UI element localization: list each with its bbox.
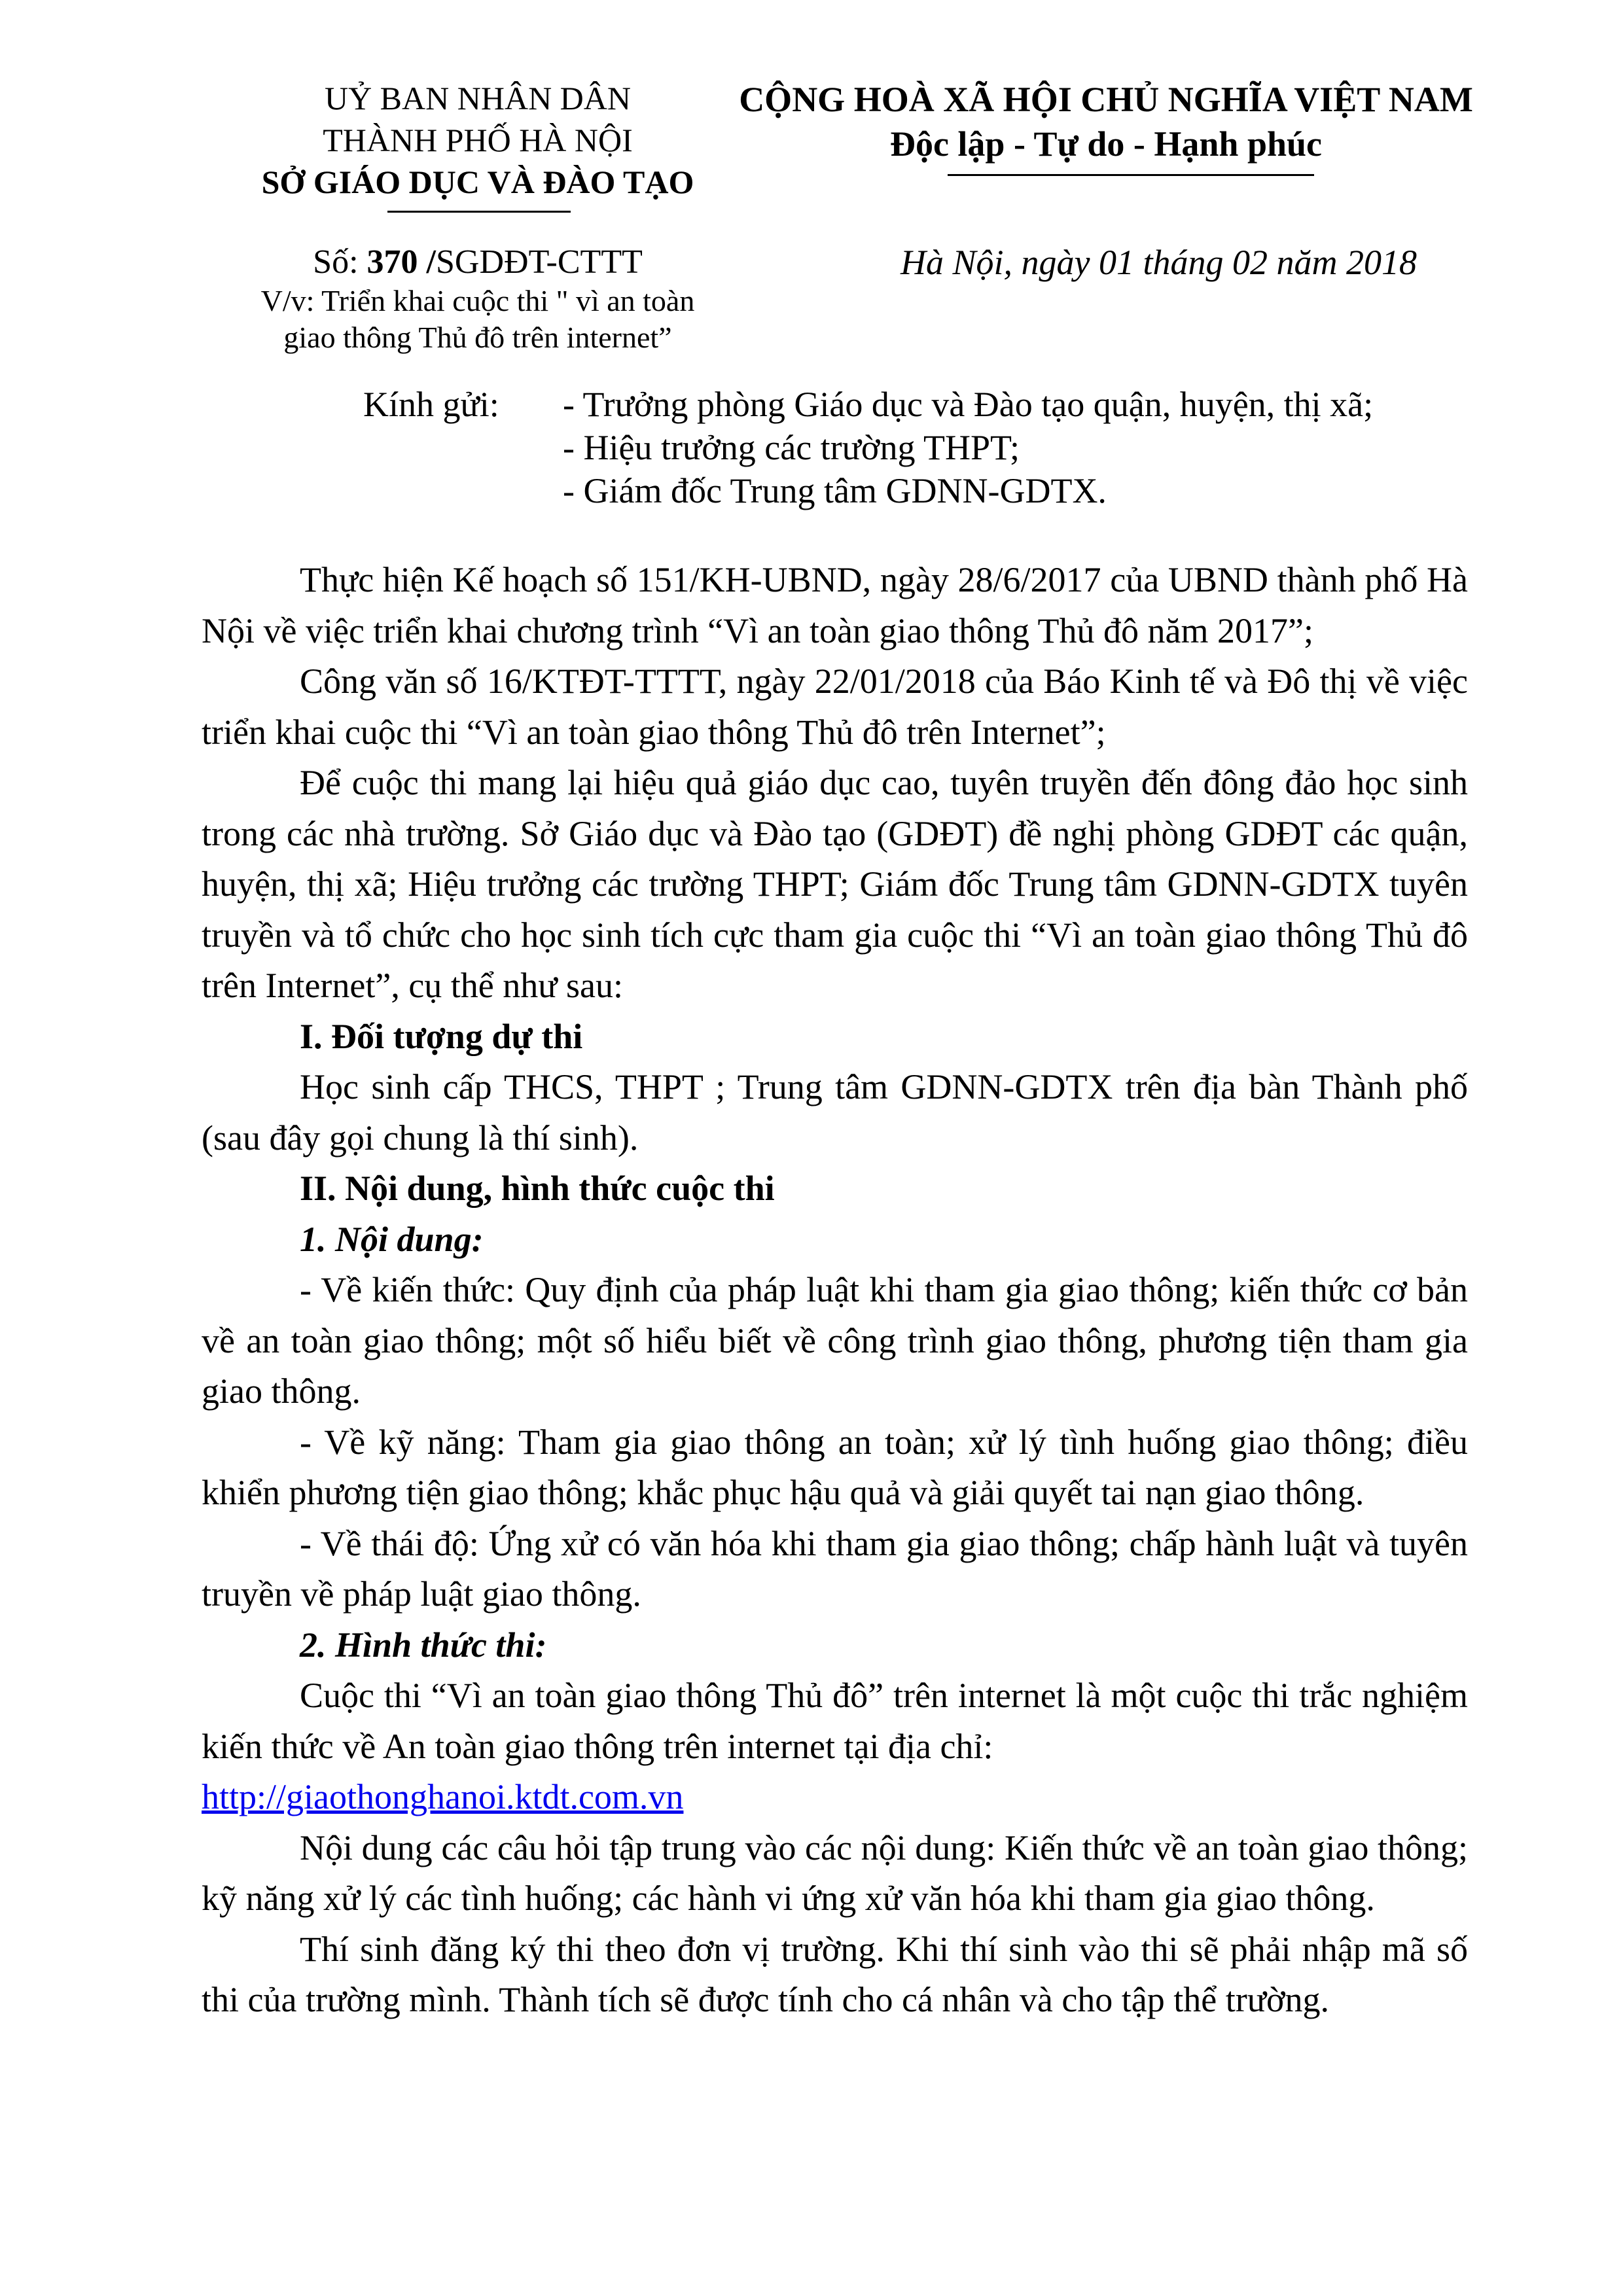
document-body bbox=[202, 555, 1468, 2026]
recipient-item: - Trưởng phòng Giáo dục và Đào tạo quận, huyện, thị xã; bbox=[563, 385, 1374, 424]
body-paragraph: - Về kỹ năng: Tham gia giao thông an toàn; xử lý tình huống giao thông; điều khiển phương tiện giao thông; khắc phục hậu quả và giải quyết tai nạn giao thông. bbox=[202, 1422, 1468, 1512]
recipients-label: Kính gửi: bbox=[363, 385, 499, 424]
doc-number-suffix: SGDĐT-CTTT bbox=[435, 243, 643, 281]
section-heading-1: I. Đối tượng dự thi bbox=[300, 1016, 583, 1056]
body-paragraph: Thí sinh đăng ký thi theo đơn vị trường. Khi thí sinh vào thi sẽ phải nhập mã số thi của trường mình. Thành tích sẽ được tính cho cá nhân và cho tập thể trường. bbox=[202, 1929, 1468, 2019]
body-paragraph: Thực hiện Kế hoạch số 151/KH-UBND, ngày 28/6/2017 của UBND thành phố Hà Nội về việc triển khai chương trình “Vì an toàn giao thông Thủ đô năm 2017”; bbox=[202, 560, 1468, 650]
authority-line-1: UỶ BAN NHÂN DÂN bbox=[324, 80, 632, 116]
right-header-underline bbox=[948, 174, 1314, 176]
department-name: SỞ GIÁO DỤC VÀ ĐÀO TẠO bbox=[261, 164, 694, 200]
subject-line-1: V/v: Triển khai cuộc thi " vì an toàn bbox=[260, 284, 695, 317]
recipient-item: - Giám đốc Trung tâm GDNN-GDTX. bbox=[563, 471, 1107, 510]
body-paragraph: Nội dung các câu hỏi tập trung vào các nội dung: Kiến thức về an toàn giao thông; kỹ năng xử lý các tình huống; các hành vi ứng xử văn hóa khi tham gia giao thông. bbox=[202, 1828, 1468, 1918]
subject-line-2: giao thông Thủ đô trên internet” bbox=[283, 321, 672, 354]
doc-number-prefix: Số: bbox=[313, 243, 367, 281]
body-paragraph: Cuộc thi “Vì an toàn giao thông Thủ đô” trên internet là một cuộc thi trắc nghiệm kiến thức về An toàn giao thông trên internet tại địa chỉ: bbox=[202, 1676, 1468, 1766]
motto-line: Độc lập - Tự do - Hạnh phúc bbox=[889, 124, 1323, 164]
link-paragraph bbox=[202, 1772, 1468, 1823]
body-paragraph: Để cuộc thi mang lại hiệu quả giáo dục cao, tuyên truyền đến đông đảo học sinh trong các nhà trường. Sở Giáo dục và Đào tạo (GDĐT) đề nghị phòng GDĐT các quận, huyện, thị xã; Hiệu trưởng các trường THPT; Giám đốc Trung tâm GDNN-GDTX tuyên truyền và tổ chức cho học sinh tích cực tham gia cuộc thi “Vì an toàn giao thông Thủ đô trên Internet”, cụ thể như sau: bbox=[202, 763, 1468, 1005]
body-paragraph: - Về thái độ: Ứng xử có văn hóa khi tham gia giao thông; chấp hành luật và tuyên truyền về pháp luật giao thông. bbox=[202, 1523, 1468, 1614]
body-paragraph: Công văn số 16/KTĐT-TTTT, ngày 22/01/2018 của Báo Kinh tế và Đô thị về việc triển khai cuộc thi “Vì an toàn giao thông Thủ đô trên Internet”; bbox=[202, 662, 1468, 752]
contest-website-link[interactable]: http://giaothonghanoi.ktdt.com.vn bbox=[202, 1777, 684, 1816]
subsection-heading-format: 2. Hình thức thi: bbox=[300, 1625, 547, 1665]
body-paragraph: - Về kiến thức: Quy định của pháp luật khi tham gia giao thông; kiến thức cơ bản về an toàn giao thông; một số hiểu biết về công trình giao thông, phương tiện tham gia giao thông. bbox=[202, 1270, 1468, 1411]
section-heading-2: II. Nội dung, hình thức cuộc thi bbox=[300, 1169, 775, 1208]
body-paragraph: Học sinh cấp THCS, THPT ; Trung tâm GDNN-GDTX trên địa bàn Thành phố (sau đây gọi chung là thí sinh). bbox=[202, 1067, 1468, 1157]
date-place: Hà Nội, ngày 01 tháng 02 năm 2018 bbox=[901, 243, 1417, 282]
issuing-authority bbox=[183, 77, 772, 203]
left-header-underline bbox=[387, 211, 571, 213]
subsection-heading-content: 1. Nội dung: bbox=[300, 1219, 484, 1259]
national-motto bbox=[726, 77, 1486, 166]
national-name: CỘNG HOÀ XÃ HỘI CHỦ NGHĨA VIỆT NAM bbox=[739, 80, 1473, 119]
doc-number-value: 370 / bbox=[366, 243, 436, 281]
recipients-list bbox=[563, 383, 1373, 512]
subject-line bbox=[183, 283, 772, 356]
document-number bbox=[183, 241, 772, 284]
authority-line-2: THÀNH PHỐ HÀ NỘI bbox=[323, 122, 633, 158]
recipient-item: - Hiệu trưởng các trường THPT; bbox=[563, 428, 1020, 467]
